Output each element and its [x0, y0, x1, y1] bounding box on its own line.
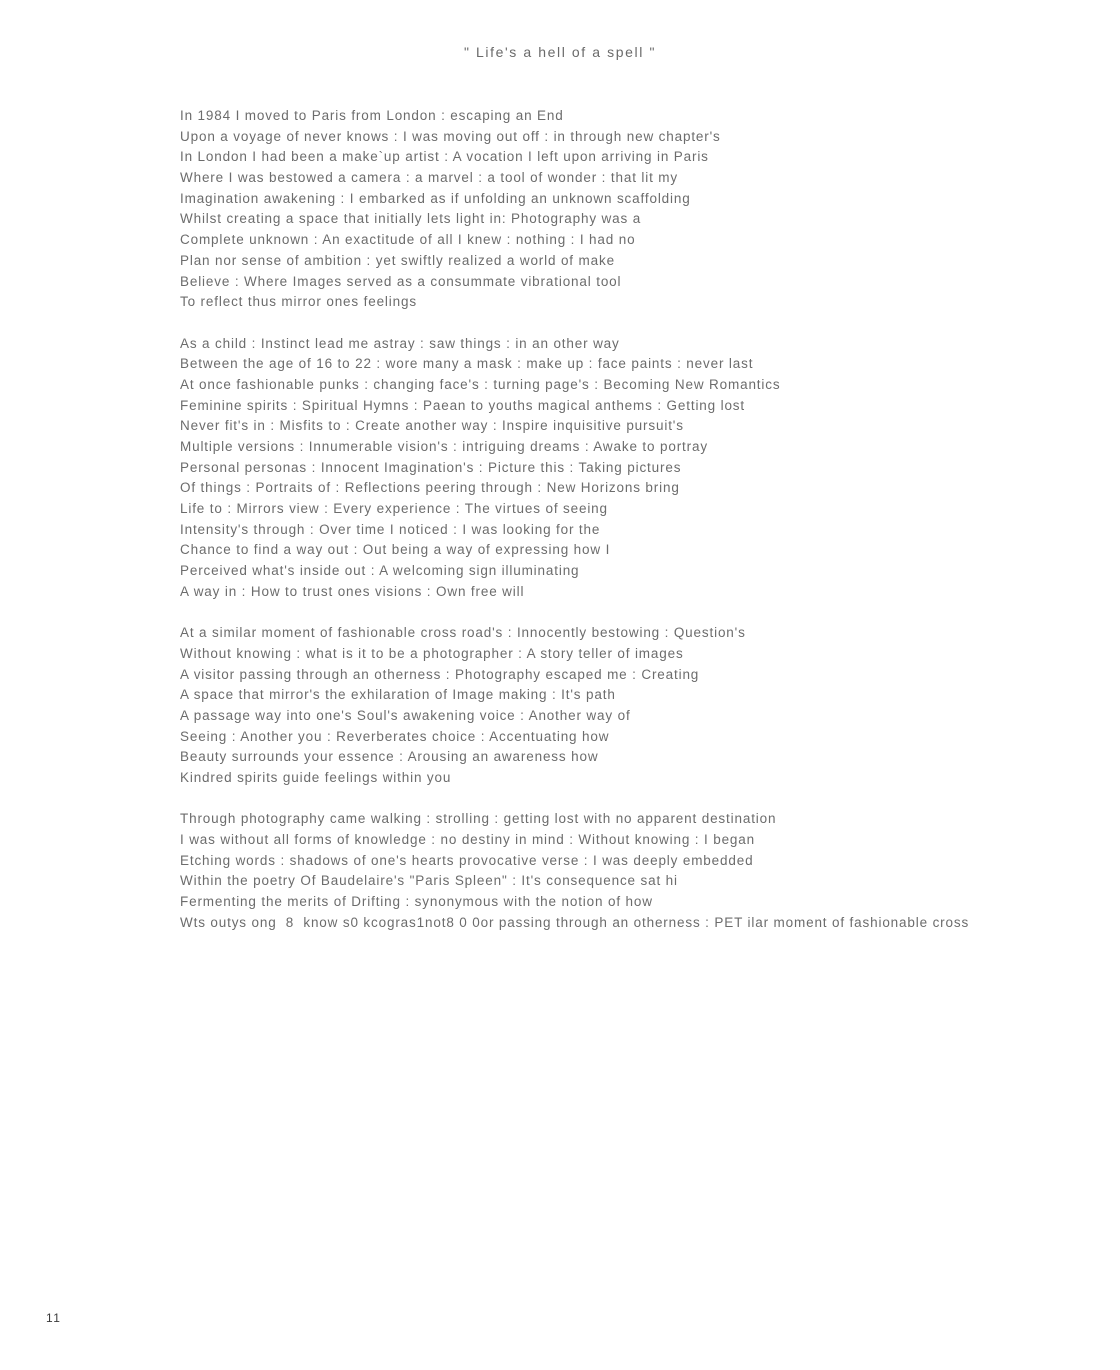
poem-line: I was without all forms of knowledge : no destiny in mind : Without knowing : I began: [180, 832, 756, 848]
poem-line: Through photography came walking : strolling : getting lost with no apparent destination: [180, 811, 777, 827]
poem-line: Of things : Portraits of : Reflections peering through : New Horizons bring: [180, 480, 680, 496]
page-number: 11: [46, 1311, 62, 1325]
poem-line: Etching words : shadows of one's hearts provocative verse : I was deeply embedded: [180, 852, 754, 868]
poem-line: Personal personas : Innocent Imagination's : Picture this : Taking pictures: [180, 459, 682, 475]
poem-line: Wts outys ong 8 know s0 kcogras1not8 0 0or passing through an otherness : PET ilar moment of fashionable cross: [180, 914, 970, 930]
poem-line: In London I had been a make`up artist : A vocation I left upon arriving in Paris: [180, 149, 709, 165]
poem-line: Life to : Mirrors view : Every experience : The virtues of seeing: [180, 501, 608, 517]
poem-line: To reflect thus mirror ones feelings: [180, 294, 417, 310]
stanza-2: [180, 334, 1120, 603]
poem-line: A space that mirror's the exhilaration of Image making : It's path: [180, 687, 616, 703]
poem-line: Plan nor sense of ambition : yet swiftly realized a world of make: [180, 252, 615, 268]
poem-line: Imagination awakening : I embarked as if unfolding an unknown scaffolding: [180, 190, 691, 206]
poem-line: A visitor passing through an otherness : Photography escaped me : Creating: [180, 666, 700, 682]
poem-line: At a similar moment of fashionable cross road's : Innocently bestowing : Question's: [180, 625, 746, 641]
poem-line: Kindred spirits guide feelings within you: [180, 770, 452, 785]
poem-line: At once fashionable punks : changing face's : turning page's : Becoming New Romantics: [180, 376, 781, 392]
poem-line: Feminine spirits : Spiritual Hymns : Paean to youths magical anthems : Getting lost: [180, 397, 746, 413]
poem-line: Fermenting the merits of Drifting : synonymous with the notion of how: [180, 894, 653, 910]
poem-line: Seeing : Another you : Reverberates choice : Accentuating how: [180, 728, 610, 744]
poem-line: Where I was bestowed a camera : a marvel : a tool of wonder : that lit my: [180, 170, 678, 186]
poem-line: Beauty surrounds your essence : Arousing an awareness how: [180, 749, 599, 765]
poem-line: Perceived what's inside out : A welcoming sign illuminating: [180, 563, 580, 579]
stanza-4: [180, 809, 1120, 933]
stanza-3: [180, 623, 1120, 789]
poem-line: Never fit's in : Misfits to : Create another way : Inspire inquisitive pursuit's: [180, 418, 684, 434]
poem-line: Between the age of 16 to 22 : wore many a mask : make up : face paints : never last: [180, 356, 754, 372]
poem-line: As a child : Instinct lead me astray : saw things : in an other way: [180, 335, 620, 351]
poem-line: A way in : How to trust ones visions : Own free will: [180, 583, 525, 599]
poem-line: Without knowing : what is it to be a photographer : A story teller of images: [180, 645, 684, 661]
poem-line: Intensity's through : Over time I noticed : I was looking for the: [180, 521, 601, 537]
poem-line: Complete unknown : An exactitude of all I knew : nothing : I had no: [180, 232, 636, 248]
poem-line: Within the poetry Of Baudelaire's "Paris Spleen" : It's consequence sat hi: [180, 873, 678, 889]
stanza-1: [180, 106, 1120, 313]
poem-line: In 1984 I moved to Paris from London : escaping an End: [180, 108, 564, 123]
page-title: " Life's a hell of a spell ": [463, 44, 657, 60]
poem-line: Multiple versions : Innumerable vision's : intriguing dreams : Awake to portray: [180, 439, 708, 454]
poem-line: Chance to find a way out : Out being a way of expressing how I: [180, 542, 611, 558]
poem-line: Whilst creating a space that initially lets light in: Photography was a: [180, 211, 642, 227]
poem-line: Upon a voyage of never knows : I was moving out off : in through new chapter's: [180, 128, 721, 144]
poem-body: [180, 106, 1120, 954]
poem-line: A passage way into one's Soul's awakening voice : Another way of: [180, 707, 631, 723]
poem-line: Believe : Where Images served as a consummate vibrational tool: [180, 273, 622, 289]
